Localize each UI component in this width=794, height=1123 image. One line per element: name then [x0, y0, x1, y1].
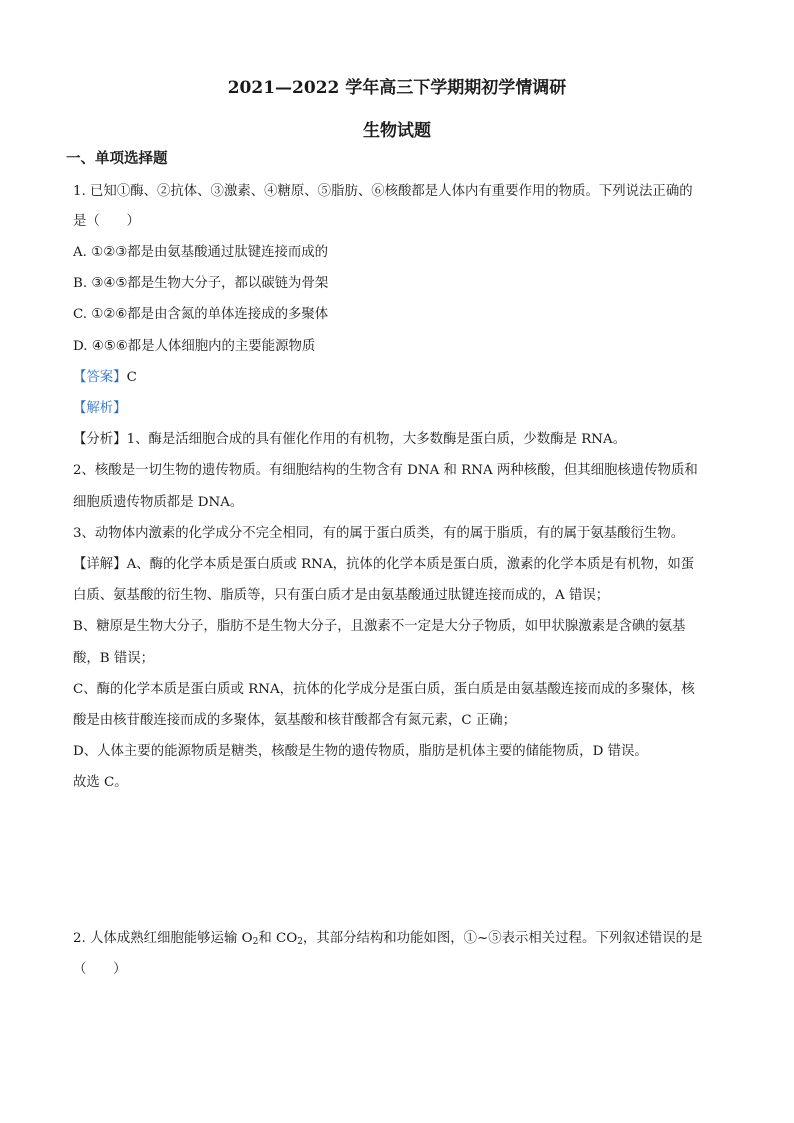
question-1-stem-line2: 是（ ）	[73, 214, 140, 229]
analysis-point-2-line1: 2、核酸是一切生物的遗传物质。有细胞结构的生物含有 DNA 和 RNA 两种核酸，但其细胞核遗传物质和	[73, 463, 698, 478]
q2-co2-subscript: 2	[297, 937, 303, 947]
fenxi-tag: 【分析】	[73, 432, 127, 447]
q2-stem-part-c: ，其部分结构和功能如图，①~⑤表示相关过程。下列叙述错误的是	[302, 931, 703, 946]
analysis-line	[73, 400, 127, 418]
exam-title: 2021—2022 学年高三下学期期初学情调研	[227, 78, 567, 98]
section-heading: 一、单项选择题	[66, 150, 168, 167]
question-1-option-a: A. ①②③都是由氨基酸通过肽键连接而成的	[73, 245, 329, 260]
question-1-stem-line1: 1. 已知①酶、②抗体、③激素、④糖原、⑤脂肪、⑥核酸都是人体内有重要作用的物质。下列说法正确的	[73, 184, 693, 199]
analysis-tag: 【解析】	[73, 401, 127, 416]
q2-stem-part-b: 和 CO	[258, 931, 298, 946]
detail-d-line: D、人体主要的能源物质是糖类，核酸是生物的遗传物质，脂肪是机体主要的储能物质，D 错误。	[73, 744, 648, 759]
detail-tag: 【详解】	[73, 557, 127, 572]
conclusion-line: 故选 C。	[73, 775, 128, 790]
analysis-point-3: 3、动物体内激素的化学成分不完全相同，有的属于蛋白质类，有的属于脂质，有的属于氨基酸衍生物。	[73, 526, 685, 541]
q2-o2-subscript: 2	[252, 937, 259, 947]
question-2-stem-line2: （ ）	[73, 962, 127, 977]
exam-subtitle: 生物试题	[363, 121, 431, 141]
question-2-stem-line1	[73, 930, 702, 948]
answer-value: C	[126, 370, 137, 385]
question-1-option-c: C. ①②⑥都是由含氮的单体连接成的多聚体	[73, 307, 329, 322]
analysis-point-1	[73, 431, 626, 449]
fenxi-text-1: 1、酶是活细胞合成的具有催化作用的有机物，大多数酶是蛋白质，少数酶是 RNA。	[126, 432, 627, 447]
question-1-option-b: B. ③④⑤都是生物大分子，都以碳链为骨架	[73, 276, 329, 291]
detail-a-line1	[73, 556, 694, 574]
detail-b-line2: 酸，B 错误；	[73, 651, 155, 666]
detail-a-text: A、酶的化学本质是蛋白质或 RNA，抗体的化学本质是蛋白质，激素的化学本质是有机物，如蛋	[126, 557, 695, 572]
detail-a-line2: 白质、氨基酸的衍生物、脂质等，只有蛋白质才是由氨基酸通过肽键连接而成的，A 错误；	[73, 588, 610, 603]
answer-tag: 【答案】	[73, 370, 127, 385]
question-1-option-d: D. ④⑤⑥都是人体细胞内的主要能源物质	[73, 339, 316, 354]
answer-line	[73, 369, 137, 387]
analysis-point-2-line2: 细胞质遗传物质都是 DNA。	[73, 495, 244, 510]
detail-c-line1: C、酶的化学本质是蛋白质或 RNA，抗体的化学成分是蛋白质，蛋白质是由氨基酸连接而成的多聚体，核	[73, 682, 695, 697]
detail-b-line1: B、糖原是生物大分子，脂肪不是生物大分子，且激素不一定是大分子物质，如甲状腺激素是含碘的氨基	[73, 619, 686, 634]
q2-stem-part-a: 2. 人体成熟红细胞能够运输 O	[73, 931, 253, 946]
detail-c-line2: 酸是由核苷酸连接而成的多聚体，氨基酸和核苷酸都含有氮元素，C 正确；	[73, 713, 516, 728]
